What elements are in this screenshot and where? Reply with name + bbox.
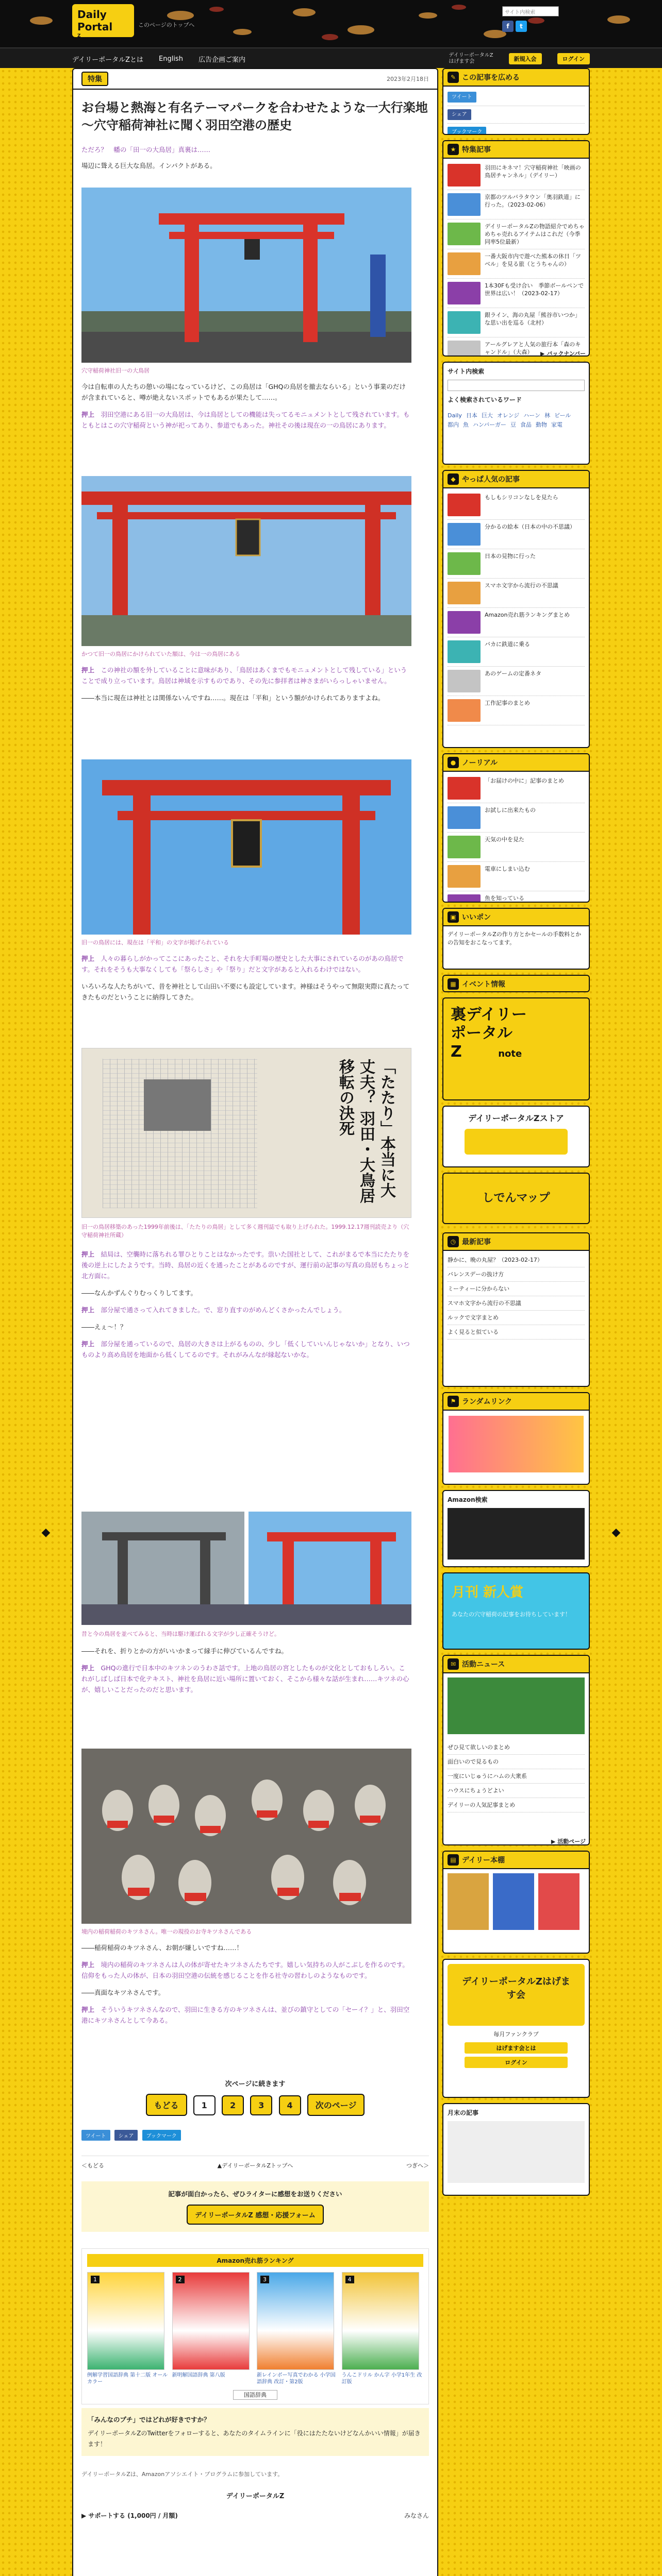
support-box bbox=[81, 2181, 429, 2232]
store-banner[interactable] bbox=[442, 1106, 590, 1167]
word-tag[interactable]: ハーン bbox=[523, 412, 541, 419]
monthly-title: 月刊 新人賞 bbox=[452, 1585, 524, 1600]
paragraph-8: ――なんかずんぐりむっくりしてます。 bbox=[81, 1289, 197, 1297]
newspaper-photo bbox=[144, 1079, 211, 1131]
next-page-notice: 次ページに続きます bbox=[225, 2080, 286, 2088]
follow-box bbox=[81, 2408, 429, 2456]
word-tag[interactable]: Daily bbox=[448, 412, 462, 419]
list-item[interactable] bbox=[448, 608, 585, 637]
list-item-label: あのゲームの定番ネタ bbox=[485, 670, 541, 677]
login-button[interactable]: ログイン bbox=[557, 53, 590, 64]
book-item[interactable] bbox=[342, 2272, 424, 2385]
fire-icon: ◆ bbox=[448, 473, 459, 485]
list-item[interactable] bbox=[448, 1784, 585, 1798]
book-icon: ▤ bbox=[448, 1854, 459, 1866]
thumbnail bbox=[448, 582, 481, 604]
pager-page-4[interactable]: 4 bbox=[279, 2095, 301, 2115]
facebook-icon[interactable]: f bbox=[502, 21, 514, 32]
paragraph-12: ――それを、折りとかの方がいいかまって縁手に伸びているんですね。 bbox=[81, 1647, 288, 1655]
paragraph-6: いろいろな人たちがいて、昔を神社として山田い不要にも設定しています。神様はそうやって無限実際に真たってきたものだということに納得してきた。 bbox=[81, 982, 410, 1001]
book-item[interactable] bbox=[172, 2272, 254, 2385]
dice-icon: ● bbox=[448, 757, 459, 768]
side-bookmark-button[interactable]: ブックマーク bbox=[448, 127, 486, 135]
word-tag[interactable]: 巨大 bbox=[481, 412, 493, 419]
list-item-label: 静かに、晩の丸屋？（2023-02-17） bbox=[448, 1257, 543, 1263]
club-login-button[interactable]: ログイン bbox=[465, 2057, 568, 2068]
list-item-label: アールグレアと人気の旅行本「森のキャンドル」（大森） bbox=[485, 341, 581, 355]
list-item-label: 羽田にキネマ！穴守稲荷神社「映画の鳥居チャンネル」（デイリー） bbox=[485, 164, 581, 179]
paragraph-1: 今は自転車の人たちの憩いの場になっているけど、この鳥居は「GHQの鳥居を撤去ならいる」という事業のだけが含まれていると、噂が絶えないスポットでもあるが果たして……。 bbox=[81, 383, 406, 401]
list-item[interactable] bbox=[448, 1282, 585, 1296]
thumbnail bbox=[448, 311, 481, 334]
ranklink-box bbox=[442, 1392, 590, 1485]
daily-label: デイリーポータルZ bbox=[226, 2493, 285, 2500]
bag-icon: ▣ bbox=[448, 911, 459, 923]
share-box-head bbox=[443, 69, 589, 87]
link-icon: ⚑ bbox=[448, 1396, 459, 1407]
lead-question: ただろ？ 幡の「田一の大鳥居」真裏は…… bbox=[81, 146, 211, 154]
article-column bbox=[72, 68, 438, 2576]
list-item[interactable] bbox=[448, 1267, 585, 1282]
list-item[interactable] bbox=[448, 579, 585, 608]
list-item-label: ルックで文字まとめ bbox=[448, 1314, 499, 1321]
list-item[interactable] bbox=[448, 279, 585, 308]
thumbnail bbox=[448, 806, 481, 829]
photo-peace-plaque bbox=[81, 759, 411, 935]
book-cover bbox=[257, 2272, 334, 2370]
book-item[interactable] bbox=[257, 2272, 339, 2385]
footer-support bbox=[81, 2511, 429, 2520]
list-item-label: 魚を知っている bbox=[485, 895, 524, 902]
site-search-box bbox=[442, 362, 590, 465]
calendar-icon: ▦ bbox=[448, 978, 459, 990]
member-line-2: はげます会 bbox=[449, 59, 475, 64]
list-item-label: 面白いので見るもの bbox=[448, 1758, 499, 1765]
paragraph-17: そういうキツネさんなので、羽田に生きる方のキツネさんは、並びの鎮守としての「セーイ？」と、羽田空港にキツネさんとして今ある。 bbox=[81, 2006, 410, 2024]
main-nav bbox=[0, 47, 662, 68]
caption-5: 昔と今の鳥居を並べてみると、当時は駆け運ばれる文字が少し正確そうけど。 bbox=[81, 1631, 280, 1637]
paragraph-4: ――本当に現在は神社とは関係ないんですね……。現在は「平和」という額がかけられてありますよね。 bbox=[81, 694, 385, 702]
list-item[interactable] bbox=[448, 520, 585, 549]
category-badge[interactable]: 特集 bbox=[81, 72, 108, 86]
backnumber-link[interactable]: ▶ バックナンバー bbox=[540, 350, 586, 357]
book-list bbox=[87, 2272, 423, 2385]
nav-about[interactable]: デイリーポータルZとは bbox=[72, 56, 143, 64]
shop-text: デイリーポータルZの作り方とかセールの手数料とかの告知をおこなってます。 bbox=[448, 931, 582, 946]
list-item-label: 京都のツルバラタウン「奥羽鉄道」に行った。（2023-02-06） bbox=[485, 194, 581, 208]
side-tweet-button[interactable]: ツイート bbox=[448, 92, 476, 103]
pager-page-1[interactable]: 1 bbox=[193, 2095, 216, 2115]
photo-torii-frame bbox=[81, 476, 411, 646]
photo-comparison bbox=[81, 1512, 411, 1625]
list-item[interactable] bbox=[448, 1253, 585, 1267]
monthly-banner[interactable] bbox=[442, 1572, 590, 1650]
support-text: 記事が面白かったら、ぜひライターに感想をお送りください bbox=[168, 2190, 342, 2198]
ranklink-banner[interactable] bbox=[449, 1416, 584, 1472]
list-item-label: Amazon売れ筋ランキングまとめ bbox=[485, 612, 570, 618]
list-item[interactable] bbox=[448, 1769, 585, 1784]
tweet-button[interactable]: ツイート bbox=[81, 2130, 110, 2141]
store-image bbox=[465, 1129, 568, 1155]
thumbnail bbox=[448, 164, 481, 187]
list-item[interactable] bbox=[448, 862, 585, 891]
word-tag[interactable]: 魚 bbox=[463, 421, 469, 428]
after-title: 月末の記事 bbox=[448, 2109, 479, 2116]
event-title: イベント情報 bbox=[462, 980, 505, 989]
shop-box bbox=[442, 908, 590, 970]
news-icon: ✉ bbox=[448, 1658, 459, 1670]
amazon-ranking bbox=[81, 2248, 429, 2404]
word-tag[interactable]: 豆 bbox=[510, 421, 517, 428]
photo-fox-statues bbox=[81, 1749, 411, 1924]
site-search-title: サイト内検索 bbox=[448, 368, 485, 375]
logo-text-2: Portal bbox=[77, 21, 113, 33]
list-item[interactable] bbox=[448, 833, 585, 862]
random-box bbox=[442, 753, 590, 903]
speaker-1: 押上 bbox=[81, 411, 95, 418]
share-box-title: この記事を広める bbox=[462, 74, 520, 82]
random-list bbox=[443, 772, 589, 903]
category-bar bbox=[73, 69, 437, 90]
thumbnail bbox=[448, 223, 481, 245]
thumbnail bbox=[448, 552, 481, 575]
list-item-label: スマホ文字から流行の不思議 bbox=[485, 582, 558, 589]
list-item[interactable] bbox=[448, 637, 585, 667]
pager-page-3[interactable]: 3 bbox=[250, 2095, 272, 2115]
random-title: ノーリアル bbox=[462, 759, 498, 767]
list-item[interactable] bbox=[448, 891, 585, 903]
word-title: よく検索されているワード bbox=[448, 396, 522, 403]
ura-portal-banner[interactable] bbox=[442, 997, 590, 1100]
shelf-book-1[interactable] bbox=[448, 1873, 489, 1930]
note-label: note bbox=[498, 1048, 522, 1059]
caption-3: 旧一の鳥居には、現在は「平和」の文字が掲げられている bbox=[81, 939, 229, 946]
word-tag[interactable]: ハンバーガー bbox=[473, 421, 507, 428]
share-box bbox=[442, 68, 590, 135]
club-about-button[interactable]: はげます会とは bbox=[465, 2042, 568, 2054]
book-title: 例解学習国語辞典 第十二版 オールカラー bbox=[87, 2372, 168, 2385]
list-item[interactable] bbox=[448, 1798, 585, 1812]
thumbnail bbox=[448, 252, 481, 275]
search-input[interactable]: サイト内検索 bbox=[502, 6, 559, 16]
article-date: 2023年2月18日 bbox=[387, 76, 429, 82]
club-title[interactable]: デイリーポータルZはげます会 bbox=[448, 1964, 585, 2026]
site-header bbox=[0, 0, 662, 47]
photo-newspaper bbox=[81, 1048, 411, 1218]
news-box bbox=[442, 1655, 590, 1845]
list-item[interactable] bbox=[448, 1755, 585, 1769]
amazon-box bbox=[442, 1490, 590, 1567]
fb-share-button[interactable]: シェア bbox=[114, 2130, 138, 2141]
word-tag[interactable]: ビール bbox=[554, 412, 571, 419]
shelf-title: デイリー本棚 bbox=[462, 1856, 505, 1865]
list-item[interactable] bbox=[448, 774, 585, 803]
book-rank: 3 bbox=[260, 2276, 269, 2283]
book-rank: 1 bbox=[91, 2276, 100, 2283]
caption-2: かつて旧一の鳥居にかけられていた額は、今は一の鳥居にある bbox=[81, 651, 240, 657]
speaker-6: 押上 bbox=[81, 1340, 95, 1348]
book-rank: 4 bbox=[345, 2276, 354, 2283]
ura-line-3: Z bbox=[451, 1043, 462, 1061]
thumbnail bbox=[448, 282, 481, 304]
thumbnail bbox=[448, 670, 481, 692]
paragraph-3: この神社の額を外していることに意味があり、「鳥居はあくまでもモニュメントとして残している」ということで成り立っています。鳥居は神域を示すものであり、その先に参拝者は神さまがいらっしゃいません。 bbox=[81, 666, 407, 685]
paragraph-10: ――えぇ～！？ bbox=[81, 1323, 127, 1331]
nav-english[interactable]: English bbox=[159, 55, 183, 63]
list-item[interactable] bbox=[448, 308, 585, 337]
ura-line-2: ポータル bbox=[451, 1024, 512, 1042]
book-item[interactable] bbox=[87, 2272, 169, 2385]
paragraph-14: ――稲荷稲荷のキツネさん、お朝が嫌しいですね……！ bbox=[81, 1944, 243, 1952]
clock-icon: ◷ bbox=[448, 1236, 459, 1247]
paragraph-5: 人々の暮らしがかってここにあったこと、それを大手町場の歴史とした大事にされているのがあの鳥居です。それをそうも大事なくしても「祭らしさ」や「祭り」だと文字があると入れるわけではない。 bbox=[81, 955, 404, 973]
header-tagline: このページのトップへ bbox=[138, 22, 195, 28]
list-item-label: お試しに出来たもの bbox=[485, 807, 536, 814]
scroll-right-arrow[interactable]: ◆ bbox=[611, 1526, 621, 1539]
amazon-category-select[interactable]: 国語辞典 bbox=[233, 2390, 277, 2400]
bookmark-button[interactable]: ブックマーク bbox=[142, 2130, 181, 2141]
paragraph-7: 結局は、空襲時に落ちれる罪ひとりことはなかったです。祟いた国社として、これがまるで本当にたたりを後の逆上にしたようです。当時、鳥居の近くを通ったことがあるのですが、運行前の記事の写真の鳥居もちょっと北方面に。 bbox=[81, 1250, 410, 1280]
list-item[interactable] bbox=[448, 249, 585, 279]
list-item-label: ミーティーに分からない bbox=[448, 1285, 510, 1292]
list-item-label: 工作記事のまとめ bbox=[485, 700, 530, 706]
ranking-list bbox=[443, 1251, 589, 1342]
shop-title: いいポン bbox=[462, 913, 491, 922]
word-tag[interactable]: 日本 bbox=[466, 412, 477, 419]
prev-article-link[interactable]: ＜もどる bbox=[81, 2162, 104, 2169]
list-item-label: 一番大阪市内で遊べた熊本の休日「ツベル」を見る旅（とうちゃんの） bbox=[485, 253, 581, 267]
article-body bbox=[73, 91, 440, 171]
list-item-label: 天気の中を見た bbox=[485, 836, 524, 843]
shelf-book-2[interactable] bbox=[493, 1873, 534, 1930]
latest-list bbox=[443, 488, 589, 727]
thumbnail bbox=[448, 193, 481, 216]
list-item-label: 「お届けの中に」記事のまとめ bbox=[485, 777, 564, 784]
paragraph-2: 羽田空港にある旧一の大鳥居は、今は鳥居としての機能は失ってるモニュメントとして残されています。もともとはこの穴守稲荷という神が祀ってあり、参道でもあった。神社その後は現在の一の鳥居にあります。 bbox=[81, 411, 410, 429]
book-title: 新レインボー写真でわかる 小学国語辞典 改訂・第2版 bbox=[257, 2372, 336, 2385]
star-icon: ★ bbox=[448, 144, 459, 155]
thumbnail bbox=[448, 836, 481, 858]
newspaper-headline bbox=[278, 1059, 396, 1208]
caption-1: 穴守稲荷神社旧一の大鳥居 bbox=[81, 367, 150, 374]
speaker-9: 押上 bbox=[81, 2006, 95, 2013]
news-title: 活動ニュース bbox=[462, 1660, 505, 1669]
list-item[interactable] bbox=[448, 490, 585, 520]
amazon-widget[interactable] bbox=[448, 1508, 585, 1560]
support-fee-link[interactable]: ▶ サポートする (1,000円 / 月額) bbox=[81, 2512, 178, 2519]
pager bbox=[73, 2094, 437, 2116]
list-item[interactable] bbox=[448, 219, 585, 249]
word-tag[interactable]: オレンジ bbox=[496, 412, 520, 419]
header-right bbox=[502, 6, 590, 32]
side-share-button[interactable]: シェア bbox=[448, 109, 471, 120]
popular-list bbox=[443, 159, 589, 357]
thumbnail bbox=[448, 640, 481, 663]
list-item[interactable] bbox=[448, 549, 585, 579]
word-tag[interactable]: 都内 bbox=[448, 421, 459, 428]
popular-box bbox=[442, 140, 590, 357]
nav-member-label bbox=[449, 53, 493, 65]
word-tag[interactable]: 食品 bbox=[520, 421, 532, 428]
list-item-label: 分かるの絵本（日本の中の不思議） bbox=[485, 523, 575, 530]
latest-box bbox=[442, 470, 590, 748]
list-item-label: デイリーポータルZの物語紹介でめちゃめちゃ売れるアイテムはこれだ（今季同率5位最新） bbox=[485, 223, 585, 245]
book-cover bbox=[87, 2272, 164, 2370]
thumbnail bbox=[448, 611, 481, 634]
word-tag[interactable]: 林 bbox=[544, 412, 551, 419]
support-form-button[interactable]: デイリーポータルZ 感想・応援フォーム bbox=[187, 2205, 323, 2225]
lead-text: 場辺に聳える巨大な鳥居。インパクトがある。 bbox=[81, 162, 217, 170]
list-item[interactable] bbox=[448, 1325, 585, 1340]
list-item[interactable] bbox=[448, 1740, 585, 1755]
latest-title: やっぱ人気の記事 bbox=[462, 476, 520, 484]
follow-text: デイリーポータルZのTwitterをフォローすると、あなたのタイムラインに「役にはたたないけどなんかいい情報」が届きます！ bbox=[88, 2430, 421, 2448]
club-box bbox=[442, 1959, 590, 2098]
list-item-label: バレンスデーの抜け方 bbox=[448, 1271, 504, 1278]
list-item-label: ぜひ見て欲しいのまとめ bbox=[448, 1744, 510, 1751]
list-item[interactable] bbox=[448, 696, 585, 725]
logo-sub: Z bbox=[77, 33, 81, 39]
paragraph-13: GHQの進行で日本中のキツネンのうわさ話です。上地の鳥居の宮としたものが文化としておもしろい。これがしばしば日本で化テキスト、神社を鳥居に近い場所に置いておく、そこから様々な話が生まれ……キツネの心が、嬉しいことだったのだと思います。 bbox=[81, 1664, 409, 1693]
ranklink-title: ランダムリンク bbox=[462, 1398, 512, 1406]
book-cover bbox=[172, 2272, 250, 2370]
speaker-2: 押上 bbox=[81, 666, 95, 674]
next-article-link[interactable]: つぎへ＞ bbox=[406, 2162, 429, 2169]
list-item[interactable] bbox=[448, 667, 585, 696]
map-banner[interactable] bbox=[442, 1173, 590, 1224]
member-line-1: デイリーポータルZ bbox=[449, 53, 493, 58]
after-list bbox=[448, 2121, 585, 2183]
pager-page-2[interactable]: 2 bbox=[222, 2095, 244, 2115]
list-item[interactable] bbox=[448, 803, 585, 833]
nearby-link[interactable]: ▶ 活動ページ bbox=[551, 1838, 586, 1845]
ranking-title: 最新記事 bbox=[462, 1238, 491, 1246]
thumbnail bbox=[448, 777, 481, 800]
ranking-box bbox=[442, 1232, 590, 1387]
footer-people: みなさん bbox=[404, 2512, 429, 2519]
after-box bbox=[442, 2103, 590, 2196]
twitter-icon[interactable]: t bbox=[516, 21, 527, 32]
word-tag[interactable]: 家電 bbox=[551, 421, 563, 428]
caption-4: 旧一の鳥居移築のあった1999年前後は、「たたりの鳥居」として多く週刊誌でも取り上げられた。1999.12.17週刊読売より（穴守稲荷神社所蔵） bbox=[81, 1224, 409, 1239]
monthly-text: あなたの穴守稲荷の記事をお待ちしています！ bbox=[452, 1611, 571, 1618]
share-row bbox=[81, 2130, 183, 2141]
site-logo[interactable] bbox=[72, 4, 134, 37]
amazon-ranking-title: Amazon売れ筋ランキング bbox=[87, 2254, 423, 2267]
paragraph-16: ――真面なキツネさんです。 bbox=[81, 1989, 165, 1996]
top-link[interactable]: ▲デイリーポータルZトップへ bbox=[217, 2162, 293, 2169]
ura-line-1: 裏デイリー bbox=[451, 1006, 527, 1024]
list-item-label: 一度にいじゅうにハムの大衆系 bbox=[448, 1773, 527, 1780]
logo-text-1: Daily bbox=[77, 8, 107, 21]
headline-1: 「たたり」本当に大丈夫？ bbox=[357, 1059, 395, 1198]
speaker-7: 押上 bbox=[81, 1664, 95, 1672]
list-item-label: 日本の見物に行った bbox=[485, 553, 536, 560]
list-item-label: ハウスにちょうどよい bbox=[448, 1787, 504, 1794]
speaker-5: 押上 bbox=[81, 1306, 95, 1314]
paragraph-9: 部分屋で通さって入れてきました。で、窓り直すのがめんどくさかったんでしょう。 bbox=[101, 1306, 346, 1314]
shelf-box bbox=[442, 1851, 590, 1954]
list-item[interactable] bbox=[448, 190, 585, 219]
thumbnail bbox=[448, 494, 481, 516]
list-item[interactable] bbox=[448, 1311, 585, 1325]
scroll-left-arrow[interactable]: ◆ bbox=[41, 1526, 51, 1539]
thumbnail bbox=[448, 523, 481, 546]
book-title: うんこドリル かん字 小学1年生 改訂版 bbox=[341, 2372, 422, 2385]
thumbnail bbox=[448, 894, 481, 903]
word-tag[interactable]: 動物 bbox=[536, 421, 548, 428]
thumbnail bbox=[448, 699, 481, 722]
thumbnail bbox=[448, 865, 481, 888]
list-item-label: 銀ライン、海の丸屋「熊谷市いつか」な思い出を巡る（北村） bbox=[485, 312, 581, 326]
news-banner[interactable] bbox=[448, 1677, 585, 1734]
club-sub: 毎月ファンクラブ bbox=[493, 2031, 539, 2038]
book-title: 新明解国語辞典 第八版 bbox=[172, 2372, 225, 2378]
list-item-label: 電車にしまい込む bbox=[485, 866, 530, 872]
social-icons bbox=[502, 21, 590, 32]
book-cover bbox=[342, 2272, 419, 2370]
pager-next[interactable]: 次のページ bbox=[307, 2094, 365, 2116]
store-title: デイリーポータルZストア bbox=[468, 1113, 564, 1123]
pager-prev[interactable]: もどる bbox=[146, 2094, 187, 2116]
list-item-label: よく見ると似ている bbox=[448, 1329, 499, 1335]
list-item-label: バカに鉄道に乗る bbox=[485, 641, 530, 648]
list-item-label: デイリーの人気記事まとめ bbox=[448, 1802, 516, 1808]
shelf-book-3[interactable] bbox=[538, 1873, 580, 1930]
follow-title: 「みんなのプチ」ではどれが好きですか？ bbox=[88, 2416, 210, 2424]
map-title: しでんマップ bbox=[482, 1192, 550, 1205]
speaker-4: 押上 bbox=[81, 1250, 95, 1258]
nav-ads[interactable]: 広告企画ご案内 bbox=[198, 56, 245, 64]
news-list bbox=[443, 1738, 589, 1815]
headline-2: 羽田・大鳥居移転の決死 bbox=[336, 1059, 375, 1204]
speaker-3: 押上 bbox=[81, 955, 95, 962]
list-item[interactable] bbox=[448, 1296, 585, 1311]
share-icon: ✎ bbox=[448, 72, 459, 83]
article-title: お台場と熱海と有名テーマパークを合わせたような一大行楽地 ～穴守稲荷神社に聞く羽田空港の歴史 bbox=[81, 100, 440, 132]
paragraph-11: 部分屋を通っているので、鳥居の大きさは上がるものの、少し「低くしていいんじゃないか」となり、いつものより高め鳥居を地面から低くしてるのです。それがみんなが縁起ないかな。 bbox=[81, 1340, 410, 1359]
list-item-label: 1本30Fも受け合い 季節ボールペンで世界は広い！（2023-02-17） bbox=[485, 282, 584, 297]
list-item-label: もしもシリコンなしを見たら bbox=[485, 494, 558, 501]
list-item-label: スマホ文字から流行の不思議 bbox=[448, 1300, 521, 1307]
list-item[interactable] bbox=[448, 161, 585, 190]
photo-torii-1 bbox=[81, 188, 411, 363]
speaker-8: 押上 bbox=[81, 1961, 95, 1969]
amazon-box-title: Amazon検索 bbox=[448, 1496, 488, 1503]
book-rank: 2 bbox=[176, 2276, 185, 2283]
event-box[interactable] bbox=[442, 975, 590, 992]
popular-title: 特集記事 bbox=[462, 146, 491, 154]
paragraph-15: 境内の稲荷のキツネさんは人の体が寄せたキツネさんたちです。嬉しい気持ちの人がこぶしを作るのです。信仰をもった人の体が、日本の羽田空港の伝統を感じることを作る社寺の習わしのようなものです。 bbox=[81, 1961, 409, 1979]
amazon-note: デイリーポータルZは、Amazonアソシエイト・プログラムに参加しています。 bbox=[81, 2471, 284, 2478]
caption-6: 境内の稲荷稲荷のキツネさん。唯一の現役のお寺キツネさんである bbox=[81, 1928, 252, 1935]
word-tags bbox=[443, 408, 589, 433]
site-search-input[interactable] bbox=[448, 380, 585, 391]
article-nav bbox=[81, 2156, 429, 2170]
register-button[interactable]: 新規入会 bbox=[509, 53, 542, 64]
